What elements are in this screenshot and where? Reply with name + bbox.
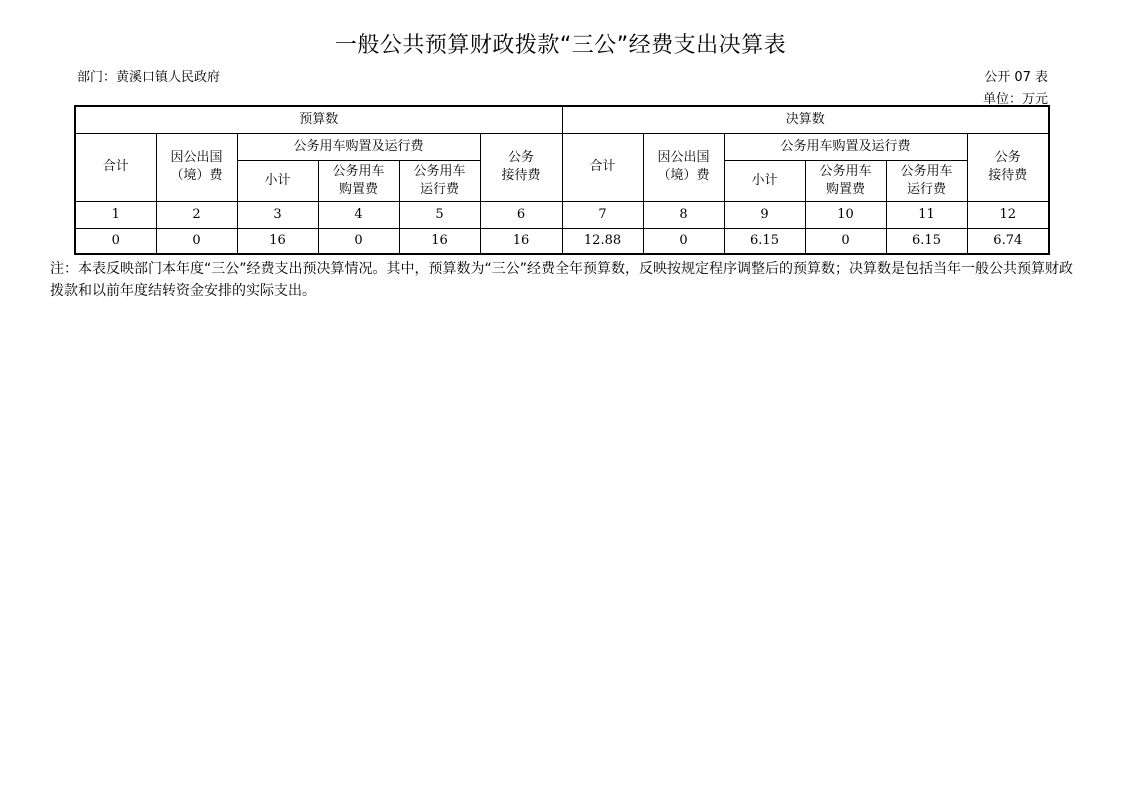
header-budget-abroad-line2: （境）费 — [170, 168, 223, 183]
page-title: 一般公共预算财政拨款“三公”经费支出决算表 — [334, 33, 787, 58]
index-cell: 2 — [156, 201, 237, 228]
header-final-reception-line1: 公务 — [994, 150, 1021, 165]
value-cell: 0 — [805, 228, 886, 254]
header-budget-purchase-line1: 公务用车 — [332, 163, 385, 179]
index-cell: 10 — [805, 201, 886, 228]
value-cell: 16 — [237, 228, 318, 254]
value-cell: 0 — [318, 228, 399, 254]
table-note: 注：本表反映部门本年度“三公”经费支出预决算情况。其中，预算数为“三公”经费全年预算数，反映按规定程序调整后的预算数；决算数是包括当年一般公共预算财政拨款和以前年度结转资金安排的实际支出。 — [50, 261, 1074, 299]
index-cell: 3 — [237, 201, 318, 228]
header-budget-vehicle-group: 公务用车购置及运行费 — [237, 133, 480, 160]
header-final-vehicle-group: 公务用车购置及运行费 — [724, 133, 967, 160]
header-final-operation-line1: 公务用车 — [900, 163, 953, 179]
value-cell: 0 — [156, 228, 237, 254]
header-final-purchase-line2: 购置费 — [826, 181, 866, 197]
table-code: 公开 07 表 — [984, 70, 1048, 85]
unit-label: 单位：万元 — [982, 92, 1048, 107]
value-cell: 16 — [480, 228, 562, 254]
value-cell: 6.15 — [724, 228, 805, 254]
header-final-purchase-line1: 公务用车 — [819, 163, 872, 179]
header-final-operation — [886, 160, 967, 201]
header-final-operation-line2: 运行费 — [907, 181, 947, 197]
header-final-reception-line2: 接待费 — [988, 168, 1028, 183]
index-cell: 1 — [75, 201, 156, 228]
header-budget-operation-line1: 公务用车 — [413, 163, 466, 179]
header-budget-reception-line2: 接待费 — [501, 168, 541, 183]
header-final-reception — [967, 133, 1049, 201]
value-cell: 12.88 — [562, 228, 643, 254]
header-final-abroad-line1: 因公出国 — [657, 150, 710, 165]
value-cell: 6.15 — [886, 228, 967, 254]
header-final-total: 合计 — [562, 133, 643, 201]
index-cell: 5 — [399, 201, 480, 228]
department-label: 部门：黄溪口镇人民政府 — [77, 70, 221, 85]
header-budget-operation — [399, 160, 480, 201]
header-budget-group: 预算数 — [75, 106, 562, 133]
header-final-group: 决算数 — [562, 106, 1049, 133]
header-budget-purchase — [318, 160, 399, 201]
value-cell: 16 — [399, 228, 480, 254]
value-cell: 0 — [75, 228, 156, 254]
index-cell: 6 — [480, 201, 562, 228]
header-budget-total: 合计 — [75, 133, 156, 201]
header-budget-abroad-line1: 因公出国 — [170, 150, 223, 165]
index-cell: 12 — [967, 201, 1049, 228]
value-row — [75, 228, 1049, 254]
header-final-abroad — [643, 133, 724, 201]
index-cell: 11 — [886, 201, 967, 228]
header-budget-abroad — [156, 133, 237, 201]
three-public-expenses-table — [74, 105, 1050, 255]
index-cell: 7 — [562, 201, 643, 228]
header-budget-purchase-line2: 购置费 — [338, 181, 378, 197]
header-budget-subtotal: 小计 — [237, 160, 318, 201]
header-final-abroad-line2: （境）费 — [657, 168, 710, 183]
value-cell: 0 — [643, 228, 724, 254]
index-cell: 9 — [724, 201, 805, 228]
header-final-subtotal: 小计 — [724, 160, 805, 201]
header-budget-operation-line2: 运行费 — [419, 181, 459, 197]
header-final-purchase — [805, 160, 886, 201]
header-budget-reception — [480, 133, 562, 201]
value-cell: 6.74 — [967, 228, 1049, 254]
index-cell: 4 — [318, 201, 399, 228]
index-row — [75, 201, 1049, 228]
index-cell: 8 — [643, 201, 724, 228]
header-budget-reception-line1: 公务 — [508, 150, 535, 165]
